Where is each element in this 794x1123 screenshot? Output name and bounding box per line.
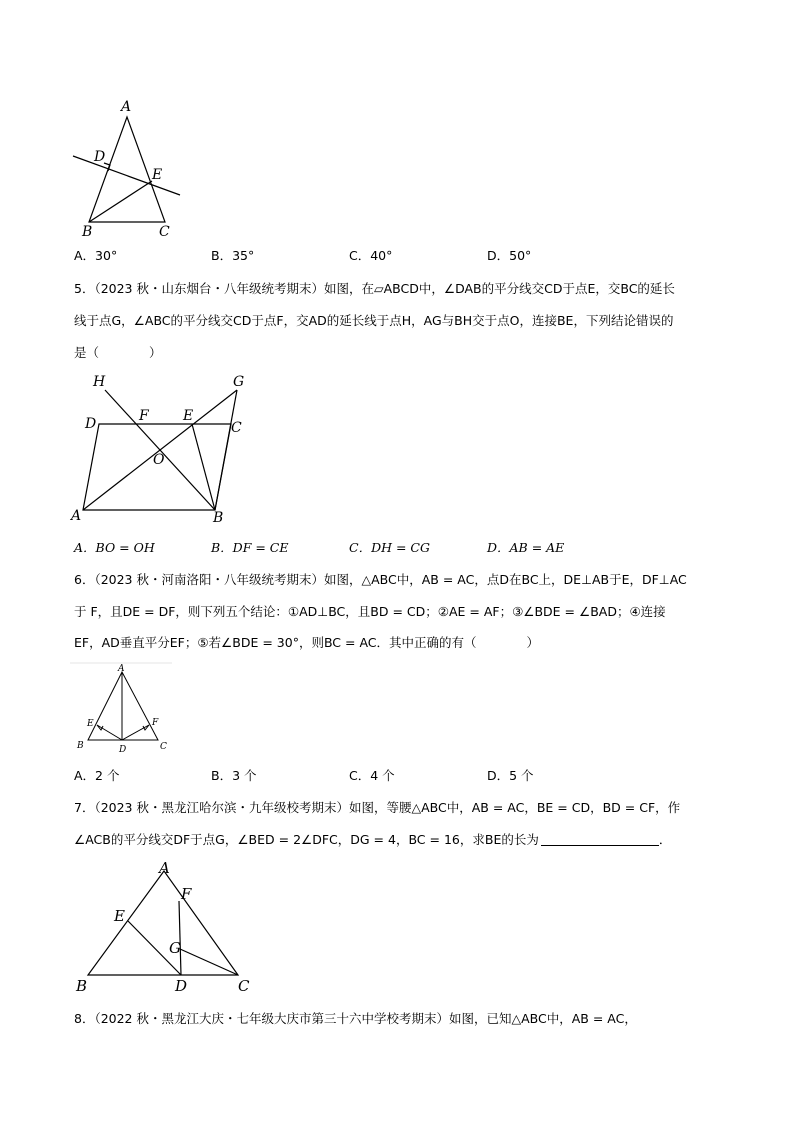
q6-stem-line2: 于 F，且DE = DF，则下列五个结论：①AD⊥BC，且BD = CD；②AE = AF；③∠BDE = ∠BAD；④连接 — [74, 604, 666, 619]
q5-label-E: E — [183, 408, 194, 424]
q7-figure — [72, 855, 262, 995]
q7-label-G: G — [169, 939, 181, 957]
q5-label-O: O — [153, 452, 165, 468]
q7-label-F: F — [181, 885, 192, 903]
q7-stem-line2-end: ． — [658, 832, 672, 847]
q7-answer-blank[interactable] — [541, 833, 659, 846]
q4-label-E: E — [152, 167, 163, 183]
q5-stem-line2: 线于点G，∠ABC的平分线交CD于点F，交AD的延长线于点H，AG与BH交于点O，连接BE，下列结论错误的 — [74, 313, 674, 328]
q8-stem-line1: 8．（2022 秋・黑龙江大庆・七年级大庆市第三十六中学校考期末）如图，已知△ABC中，AB = AC， — [74, 1011, 637, 1026]
q5-stem-line3: 是（ ） — [74, 345, 162, 360]
q4-label-D: D — [94, 149, 106, 165]
q7-label-A: A — [159, 859, 170, 877]
q6-label-F: F — [152, 718, 159, 728]
q5-label-G: G — [233, 374, 245, 390]
q6-stem-line3: EF，AD垂直平分EF；⑤若∠BDE = 30°，则BC = AC．其中正确的有（ ） — [74, 635, 540, 650]
q5-label-C: C — [231, 420, 242, 436]
q7-label-E: E — [114, 907, 125, 925]
q7-stem-line2-text: ∠ACB的平分线交DF于点G，∠BED = 2∠DFC，DG = 4，BC = 16，求BE的长为 — [74, 832, 539, 847]
q4-choice-d[interactable]: D．50° — [487, 248, 532, 263]
q5-label-A: A — [71, 508, 82, 524]
q5-label-D: D — [85, 416, 97, 432]
q4-choice-c[interactable]: C．40° — [349, 248, 393, 263]
q6-figure — [70, 660, 180, 760]
q5-choice-b[interactable]: B．DF = CE — [211, 540, 289, 555]
q5-label-B: B — [213, 510, 224, 526]
q6-label-B: B — [77, 741, 84, 751]
q5-figure — [65, 370, 265, 530]
q5-choice-c[interactable]: C．DH = CG — [349, 540, 430, 555]
q7-stem-line2 — [74, 832, 734, 848]
q4-choice-a[interactable]: A．30° — [74, 248, 118, 263]
q6-choice-d[interactable]: D．5 个 — [487, 768, 534, 783]
q4-label-B: B — [82, 224, 93, 240]
q7-label-C: C — [238, 977, 250, 995]
q6-label-D: D — [119, 745, 127, 755]
q6-label-E: E — [87, 719, 94, 729]
q4-label-C: C — [159, 224, 170, 240]
q6-choice-c[interactable]: C．4 个 — [349, 768, 395, 783]
q6-choice-a[interactable]: A．2 个 — [74, 768, 120, 783]
q7-label-D: D — [175, 977, 188, 995]
q5-choice-a[interactable]: A．BO = OH — [74, 540, 155, 555]
q4-choice-b[interactable]: B．35° — [211, 248, 255, 263]
q4-label-A: A — [121, 99, 132, 115]
q5-label-H: H — [93, 374, 106, 390]
q6-stem-line1: 6．（2023 秋・河南洛阳・八年级统考期末）如图，△ABC中，AB = AC，点D在BC上，DE⊥AB于E，DF⊥AC — [74, 572, 687, 587]
q5-choice-d[interactable]: D．AB = AE — [487, 540, 565, 555]
q6-choice-b[interactable]: B．3 个 — [211, 768, 257, 783]
q6-label-A: A — [118, 664, 125, 674]
q4-figure — [60, 95, 200, 245]
q6-label-C: C — [160, 742, 167, 752]
q7-stem-line1: 7．（2023 秋・黑龙江哈尔滨・九年级校考期末）如图，等腰△ABC中，AB = AC，BE = CD，BD = CF，作 — [74, 800, 681, 815]
q5-stem-line1: 5．（2023 秋・山东烟台・八年级统考期末）如图，在▱ABCD中，∠DAB的平分线交CD于点E，交BC的延长 — [74, 281, 675, 296]
q7-label-B: B — [76, 977, 88, 995]
q5-label-F: F — [139, 408, 149, 424]
